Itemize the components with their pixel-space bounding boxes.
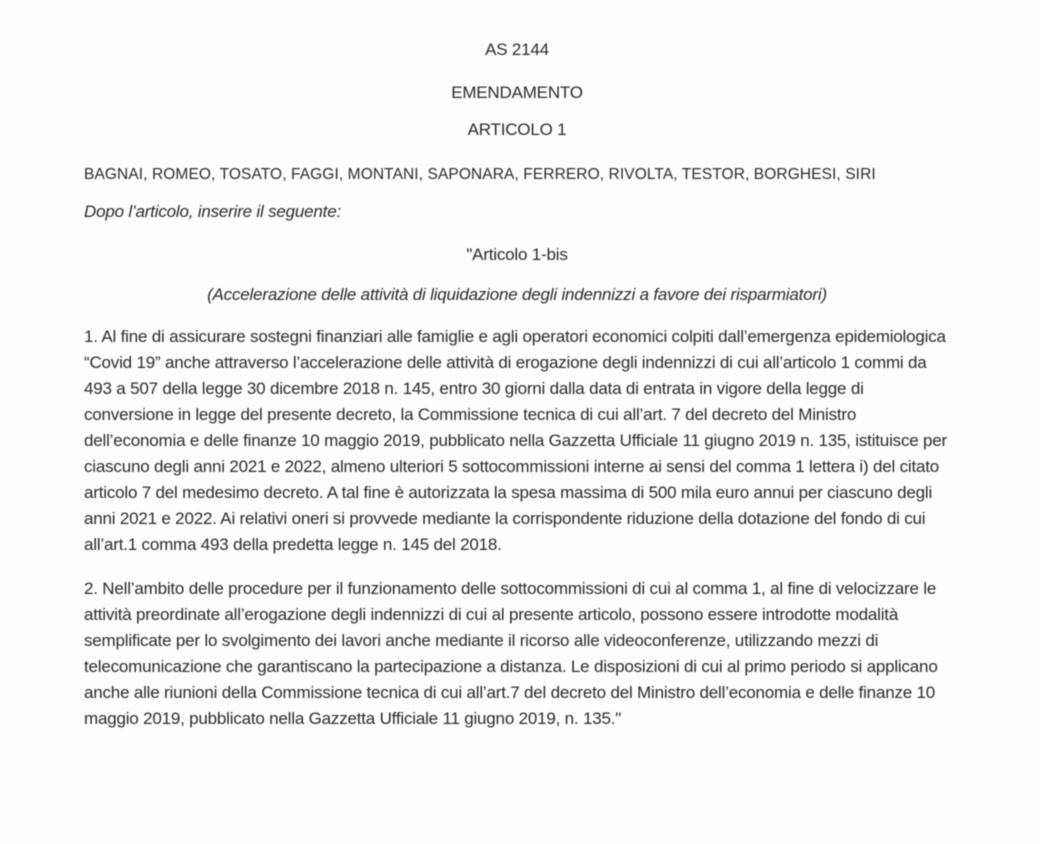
bill-code: AS 2144 <box>485 40 549 59</box>
new-article-title: "Articolo 1-bis <box>466 245 568 264</box>
paragraph-1: 1. Al fine di assicurare sostegni finanziari alle famiglie e agli operatori economici colpiti dall’emergenza epidemiologica “Covid 19” anche attraverso l’accelerazione delle attività di erogazione degli indennizzi di cui all’articolo 1 commi da 493 a 507 della legge 30 dicembre 2018 n. 145, entro 30 giorni dalla data di entrata in vigore della legge di conversione in legge del presente decreto, la Commissione tecnica di cui all’art. 7 del decreto del Ministro dell’economia e delle finanze 10 maggio 2019, pubblicato nella Gazzetta Ufficiale 11 giugno 2019 n. 135, istituisce per ciascuno degli anni 2021 e 2022, almeno ulteriori 5 sottocommissioni interne ai sensi del comma 1 lettera i) del citato articolo 7 del medesimo decreto. A tal fine è autorizzata la spesa massima di 500 mila euro annui per ciascuno degli anni 2021 e 2022. Ai relativi oneri si provvede mediante la corrispondente riduzione della dotazione del fondo di cui all’art.1 comma 493 della predetta legge n. 145 del 2018. <box>84 327 947 554</box>
amendment-instruction: Dopo l’articolo, inserire il seguente: <box>84 202 341 221</box>
document-title: EMENDAMENTO <box>451 83 583 102</box>
article-heading: ARTICOLO 1 <box>467 120 567 139</box>
signatories-list: BAGNAI, ROMEO, TOSATO, FAGGI, MONTANI, SAPONARA, FERRERO, RIVOLTA, TESTOR, BORGHESI, SIRI <box>84 166 876 183</box>
paragraph-2: 2. Nell’ambito delle procedure per il funzionamento delle sottocommissioni di cui al comma 1, al fine di velocizzare le attività preordinate all’erogazione degli indennizzi di cui al presente articolo, possono essere introdotte modalità semplificate per lo svolgimento dei lavori anche mediante il ricorso alle videoconferenze, utilizzando mezzi di telecomunicazione che garantiscano la partecipazione a distanza. Le disposizioni di cui al primo periodo si applicano anche alle riunioni della Commissione tecnica di cui all’art.7 del decreto del Ministro dell’economia e delle finanze 10 maggio 2019, pubblicato nella Gazzetta Ufficiale 11 giugno 2019, n. 135." <box>84 579 938 728</box>
new-article-subtitle: (Accelerazione delle attività di liquidazione degli indennizzi a favore dei risparmiatori) <box>207 285 827 304</box>
document-body <box>84 36 950 750</box>
